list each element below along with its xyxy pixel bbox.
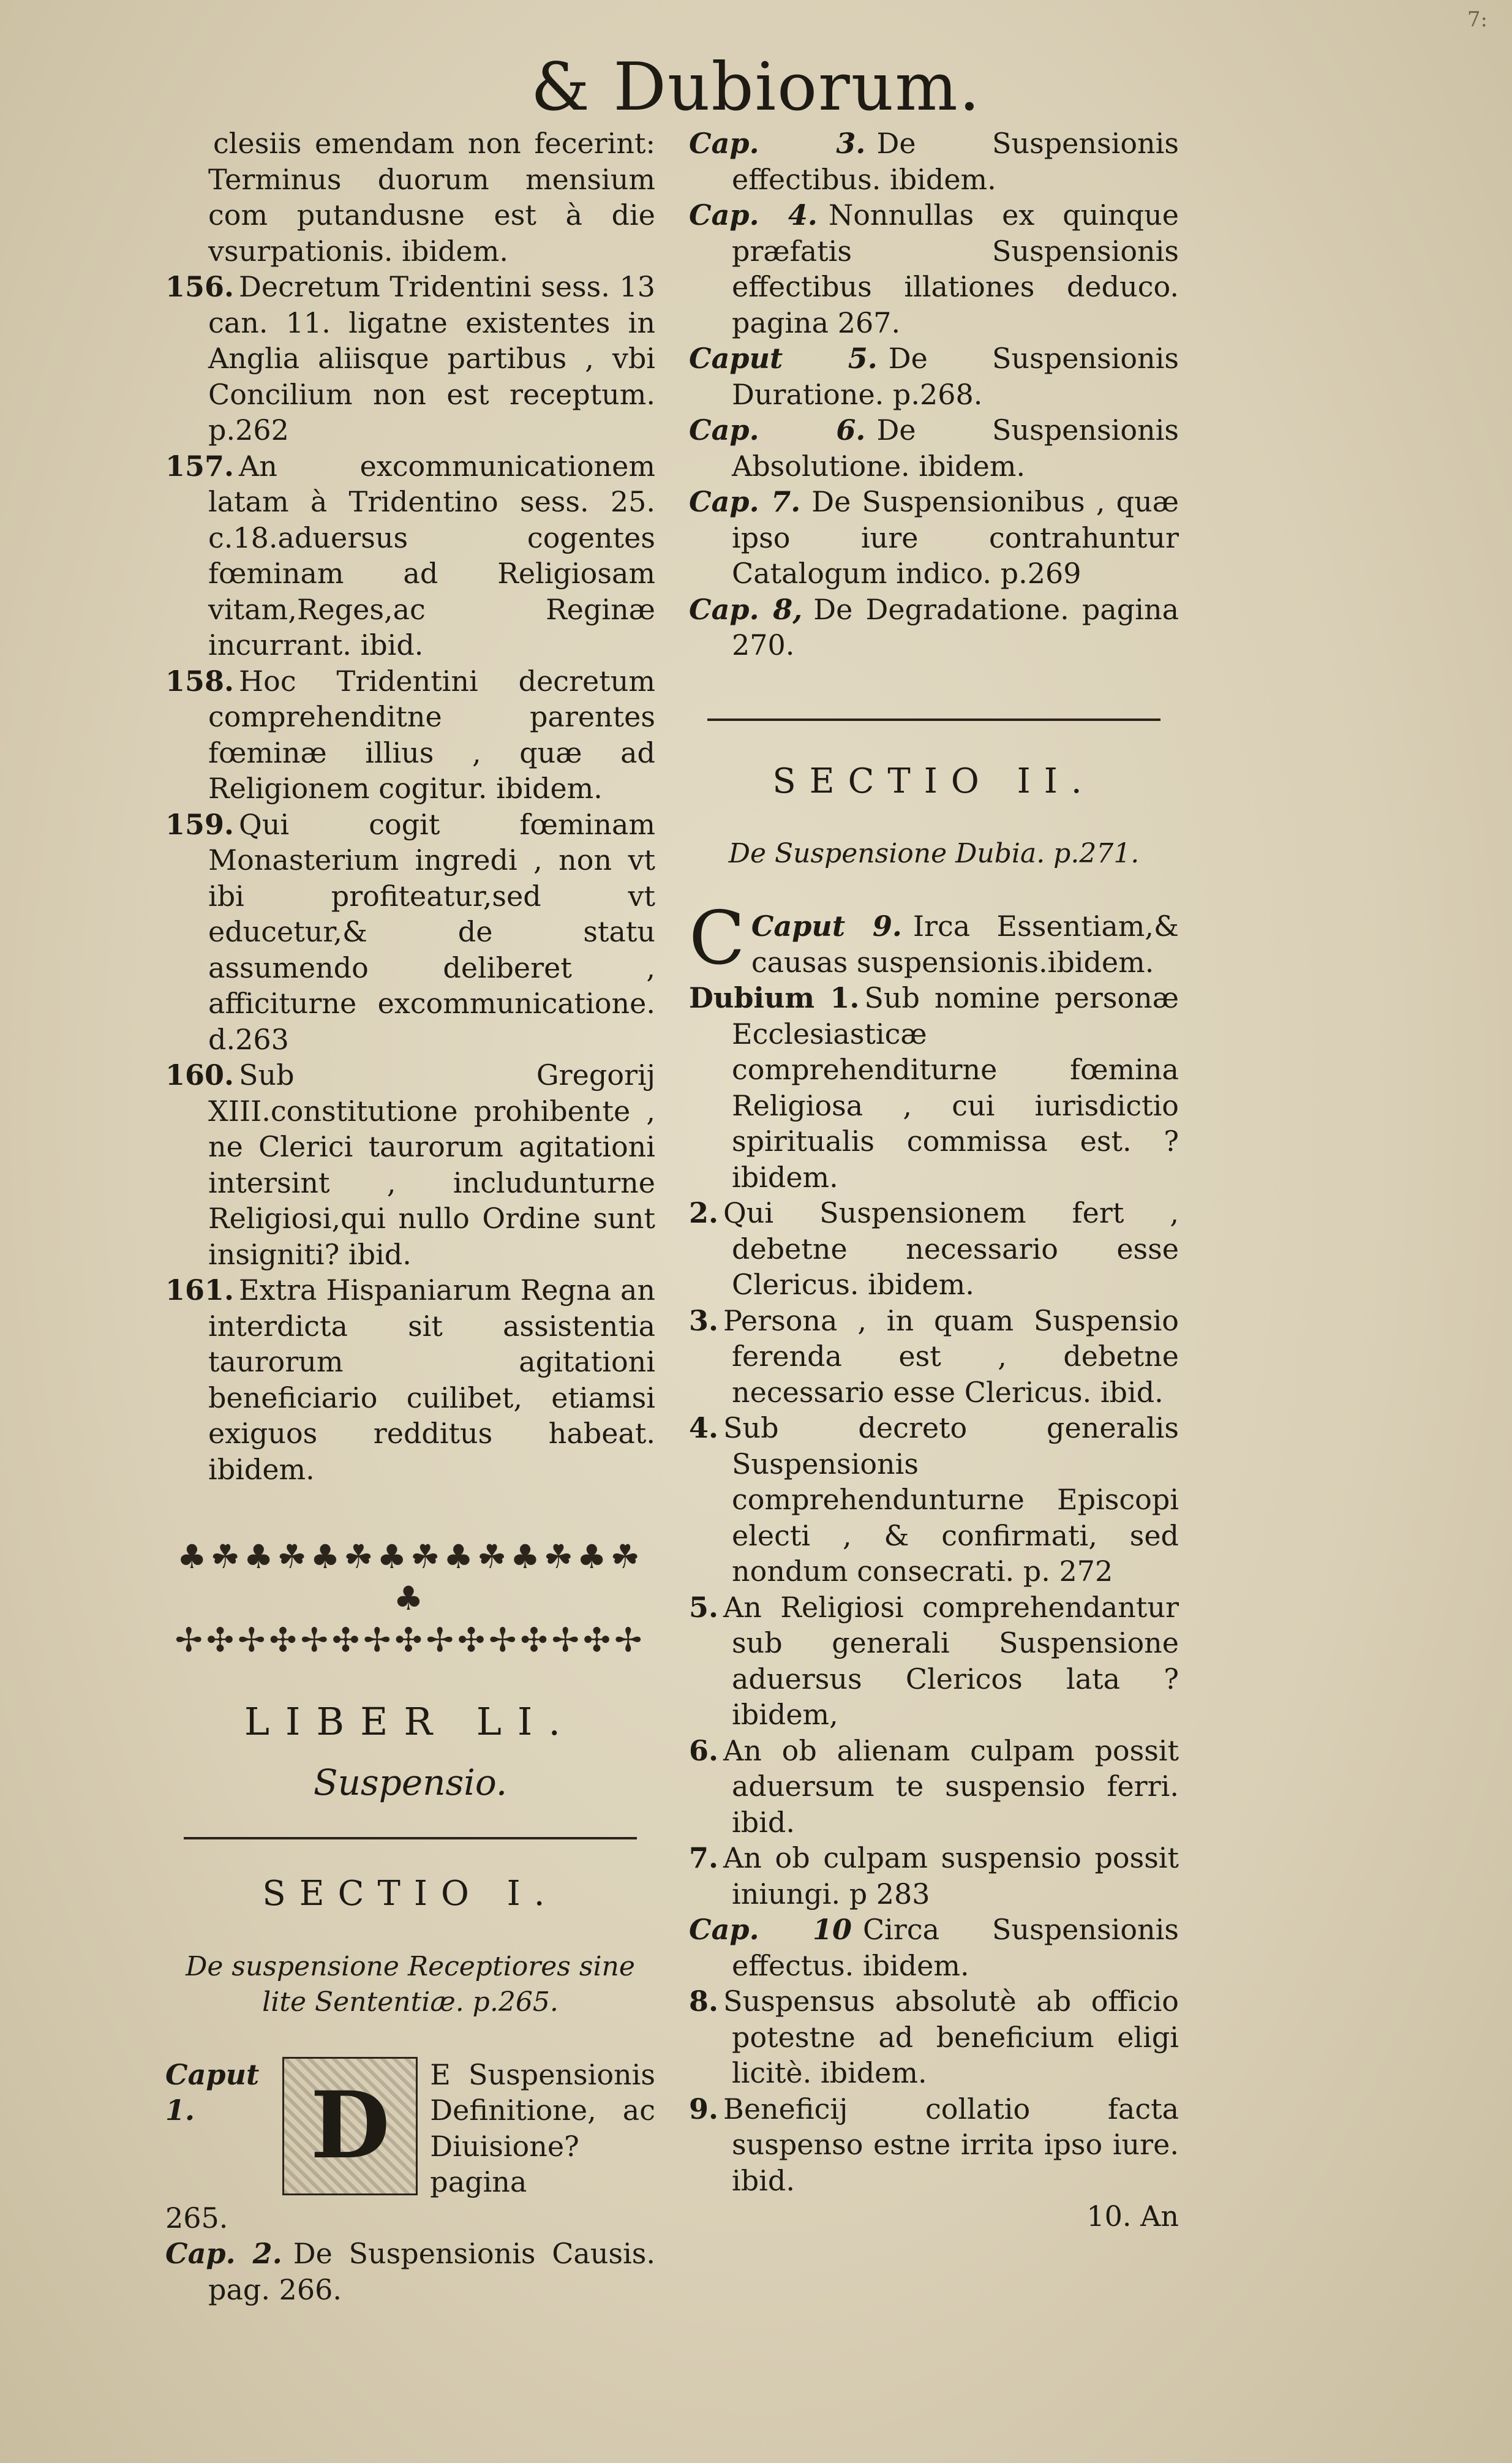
dubium-entry: 7. An ob culpam suspensio possit iniungi. p 283 bbox=[689, 1841, 1179, 1910]
index-entry: 159. Qui cogit fœminam Monasterium ingredi , non vt ibi profiteatur,sed vt educetur,& de statu assumendo deliberet , afficiturne excommunicatione. d.263 bbox=[165, 807, 655, 1056]
divider-rule bbox=[707, 719, 1160, 721]
left-column bbox=[165, 126, 655, 2307]
chapter-entry: Cap. 3. De Suspensionis effectibus. ibidem. bbox=[689, 127, 1179, 196]
chapter-2: Cap. 2. De Suspensionis Causis. pag. 266. bbox=[165, 2237, 656, 2306]
book-title: LIBER LI. bbox=[244, 1699, 577, 1744]
running-header: & Dubiorum. bbox=[530, 49, 982, 126]
dubium-entry: 2. Qui Suspensionem fert , debetne necessario esse Clericus. ibidem. bbox=[689, 1196, 1179, 1301]
index-entry: 156. Decretum Tridentini sess. 13 can. 11. ligatne existentes in Anglia aliisque partibus , vbi Concilium non est receptum. p.262 bbox=[165, 270, 655, 447]
section-description: De Suspensione Dubia. p.271. bbox=[728, 838, 1140, 869]
chapter-entry: Cap. 7. De Suspensionibus , quæ ipso iure contrahuntur Catalogum indico. p.269 bbox=[689, 485, 1179, 590]
catchword: 10. An bbox=[1086, 2200, 1179, 2233]
index-entry: 157. An excommunicationem latam à Tridentino sess. 25. c.18.aduersus cogentes fœminam ad Religiosam vitam,Reges,ac Reginæ incurrant. ibid. bbox=[165, 449, 655, 662]
page-corner-mark: 7: bbox=[1467, 7, 1488, 32]
section-description: De suspensione Receptiores sine lite Sententiæ. p.265. bbox=[186, 1950, 635, 2018]
chapter-page: 265. bbox=[165, 2201, 228, 2235]
decorated-initial: D bbox=[282, 2057, 418, 2195]
section-title: SECTIO I. bbox=[262, 1874, 559, 1914]
chapter-entry: Caput 5. De Suspensionis Duratione. p.268. bbox=[689, 342, 1179, 411]
dubium-entry: 6. An ob alienam culpam possit aduersum te suspensio ferri. ibid. bbox=[689, 1733, 1179, 1839]
chapter-9: Caput 9. C Irca Essentiam,& causas suspensionis.ibidem. bbox=[689, 896, 1179, 981]
divider-rule bbox=[184, 1837, 637, 1839]
dubium-entry: 4. Sub decreto generalis Suspensionis comprehendunturne Episcopi electi , & confirmati, sed nondum consecrati. p. 272 bbox=[689, 1411, 1179, 1588]
decorated-initial: C bbox=[689, 896, 745, 981]
section-title: SECTIO II. bbox=[772, 761, 1096, 801]
chapter-entry: Cap. 4. Nonnullas ex quinque præfatis Suspensionis effectibus illationes deduco. pagina 267. bbox=[689, 198, 1179, 339]
fleuron-ornament: ♣☘♣☘♣☘♣☘♣☘♣☘♣☘♣ ✢✣✢✣✢✣✢✣✢✣✢✣✢✣✢ bbox=[175, 1537, 646, 1659]
chapter-entry: Cap. 8, De Degradatione. pagina 270. bbox=[689, 592, 1179, 662]
dubium-entry: 5. An Religiosi comprehendantur sub generali Suspensione aduersus Clericos lata ? ibidem, bbox=[689, 1590, 1179, 1731]
chapter-label: Caput 1. bbox=[165, 2058, 260, 2127]
index-entry: 161. Extra Hispaniarum Regna an interdicta sit assistentia taurorum agitationi beneficiario cuilibet, etiamsi exiguos redditus habeat. ibidem. bbox=[165, 1273, 655, 1486]
index-entry: 158. Hoc Tridentini decretum comprehenditne parentes fœminæ illius , quæ ad Religionem cogitur. ibidem. bbox=[165, 664, 655, 805]
right-column bbox=[689, 126, 1179, 2263]
index-entry: clesiis emendam non fecerint: Terminus duorum mensium com putandusne est à die vsurpationis. ibidem. bbox=[208, 127, 655, 268]
dubium-entry: 8. Suspensus absolutè ab officio potestne ad beneficium eligi licitè. ibidem. bbox=[689, 1985, 1179, 2089]
index-entry: 160. Sub Gregorij XIII.constitutione prohibente , ne Clerici taurorum agitationi intersint , includunturne Religiosi,qui nullo Ordine sunt insigniti? ibid. bbox=[165, 1058, 655, 1271]
dubium-entry: 9. Beneficij collatio facta suspenso estne irrita ipso iure. ibid. bbox=[689, 2092, 1179, 2197]
chapter-text: E Suspensionis Definitione, ac Diuisione? pagina bbox=[430, 2058, 655, 2198]
book-subtitle: Suspensio. bbox=[313, 1761, 508, 1803]
chapter-entry: Cap. 6. De Suspensionis Absolutione. ibidem. bbox=[689, 413, 1179, 483]
dubium-entry: Dubium 1. Sub nomine personæ Ecclesiasticæ comprehenditurne fœmina Religiosa , cui iurisdictio spiritualis commissa est. ? ibidem. bbox=[689, 981, 1179, 1194]
chapter-10: Cap. 10 Circa Suspensionis effectus. ibidem. bbox=[689, 1913, 1179, 1982]
dubium-entry: 3. Persona , in quam Suspensio ferenda est , debetne necessario esse Clericus. ibid. bbox=[689, 1303, 1179, 1409]
chapter-1 bbox=[165, 2057, 655, 2200]
